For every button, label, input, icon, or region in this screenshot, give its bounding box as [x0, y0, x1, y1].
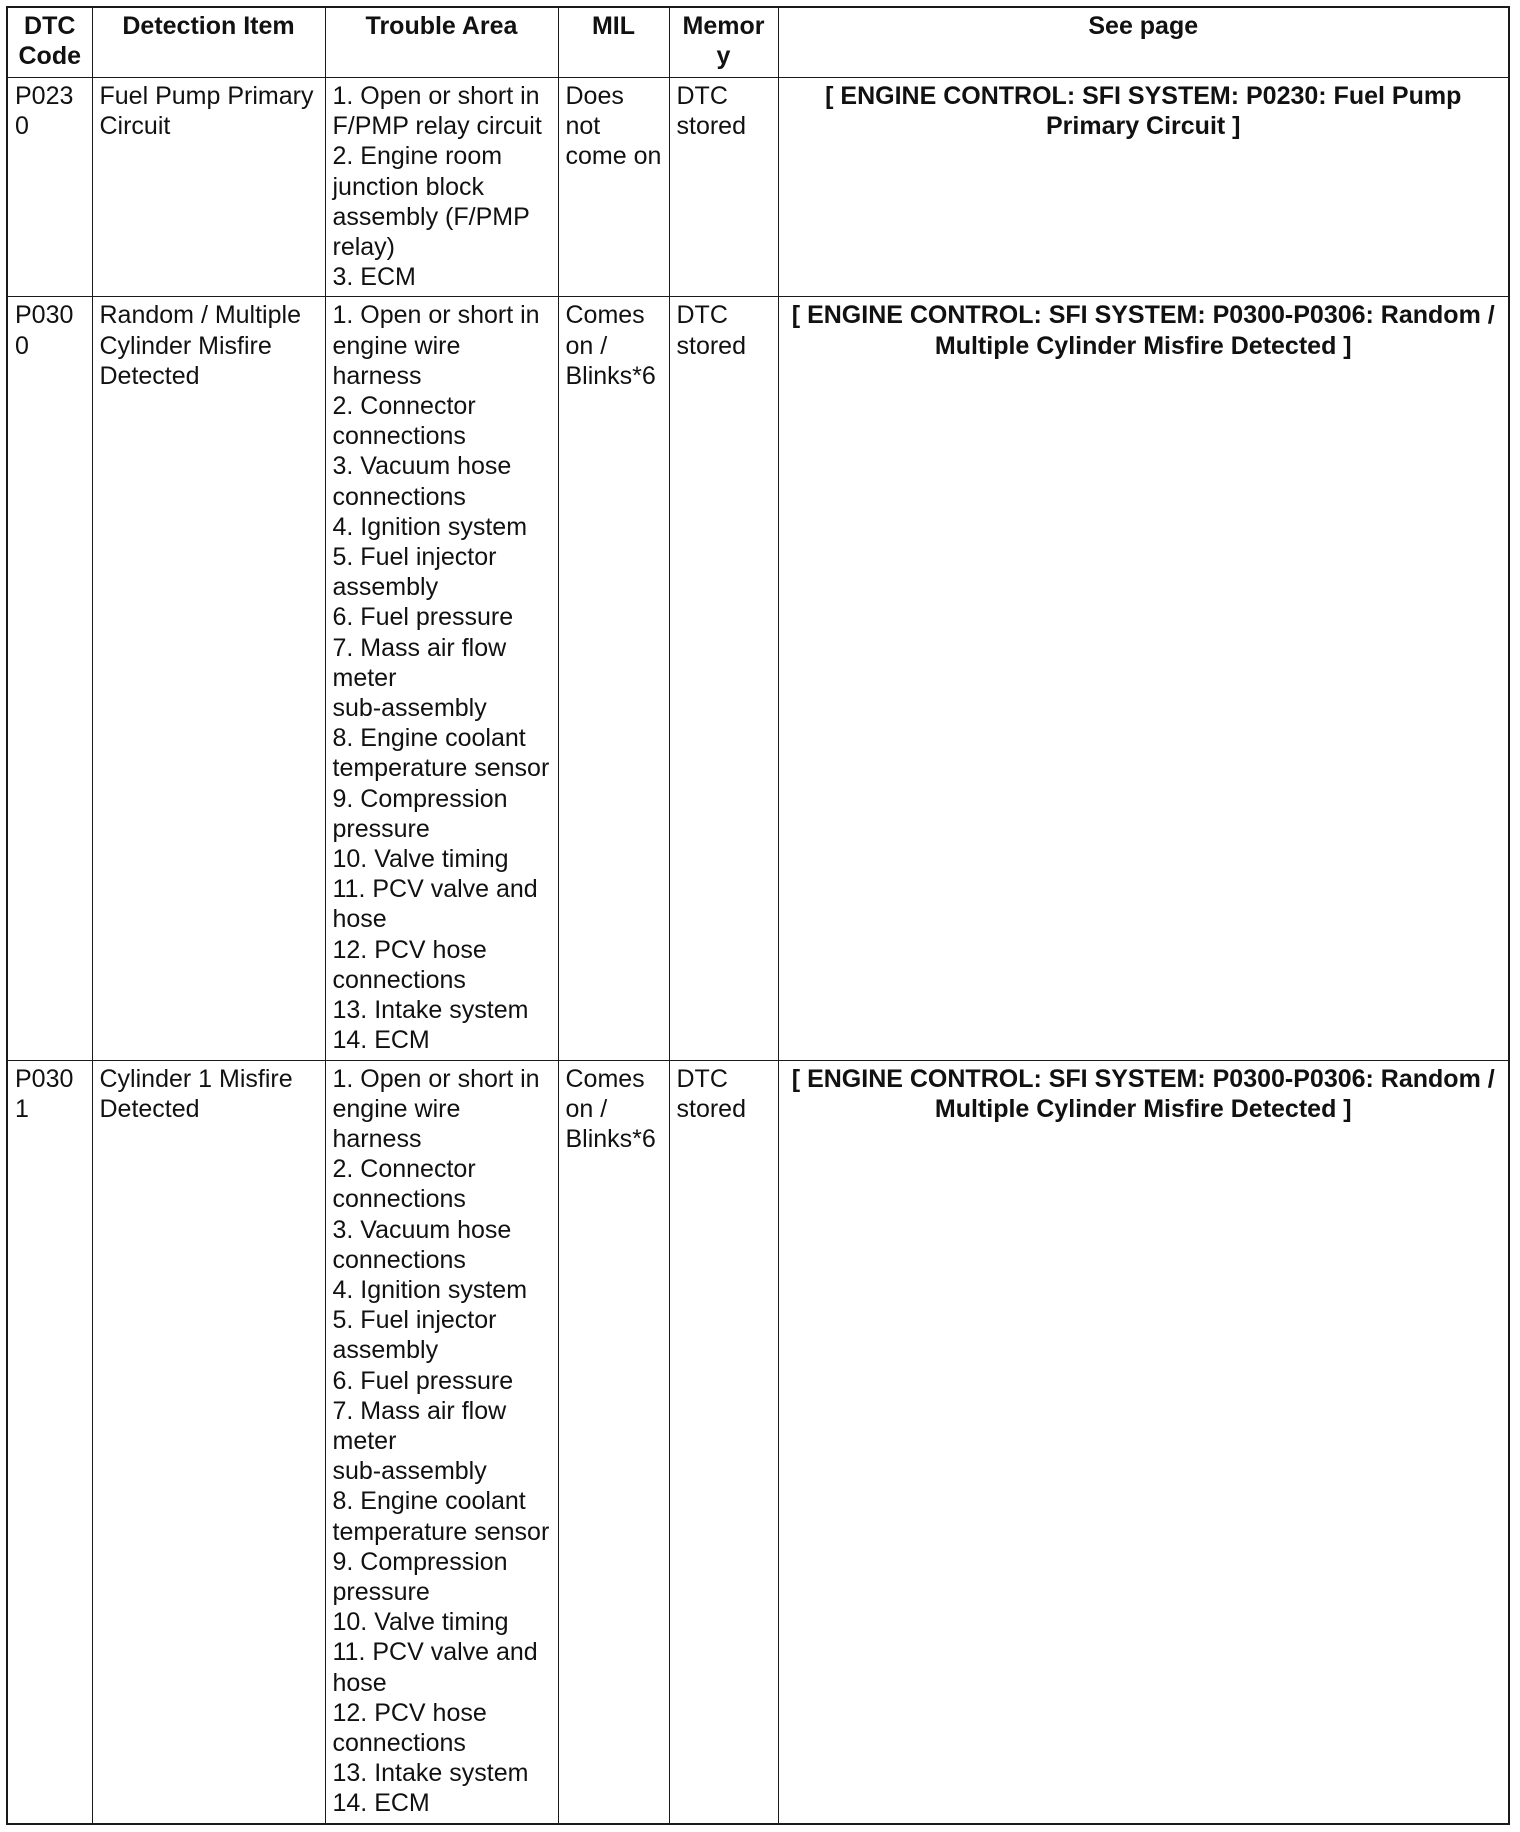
trouble-area-line: 8. Engine coolant: [332, 1487, 526, 1516]
header-memory: Memory: [669, 7, 778, 78]
trouble-area-line: 3. Vacuum hose: [332, 1215, 512, 1244]
trouble-area-line: engine wire: [332, 1094, 461, 1123]
trouble-area-line: 7. Mass air flow: [332, 633, 507, 662]
detection-item-cell: [92, 78, 325, 297]
mil-line: Blinks*6: [565, 1124, 656, 1153]
trouble-area-line: temperature sensor: [332, 754, 550, 783]
trouble-area-line: 1. Open or short in: [332, 1064, 540, 1093]
mil-line: Comes: [565, 301, 645, 330]
trouble-area-cell: [325, 1060, 558, 1824]
trouble-area-line: 8. Engine coolant: [332, 724, 526, 753]
detection-item-line: Circuit: [99, 112, 171, 141]
trouble-area-line: sub-assembly: [332, 1457, 487, 1486]
table-row: [7, 297, 1509, 1060]
see-page-link[interactable]: [778, 78, 1509, 297]
header-dtc-code: [7, 7, 92, 78]
detection-item-line: Detected: [99, 361, 200, 390]
dtc-table: [6, 6, 1510, 1825]
trouble-area-line: 3. Vacuum hose: [332, 452, 512, 481]
trouble-area-line: 14. ECM: [332, 1789, 430, 1818]
trouble-area-line: 12. PCV hose: [332, 935, 487, 964]
trouble-area-line: 1. Open or short in: [332, 301, 540, 330]
trouble-area-line: 10. Valve timing: [332, 1608, 509, 1637]
table-row: [7, 1060, 1509, 1824]
trouble-area-line: connections: [332, 1245, 466, 1274]
mil-line: not: [565, 112, 601, 141]
mil-line: Comes: [565, 1064, 645, 1093]
trouble-area-line: 9. Compression: [332, 1547, 508, 1576]
detection-item-line: Cylinder 1 Misfire: [99, 1064, 293, 1093]
trouble-area-line: connections: [332, 1185, 466, 1214]
trouble-area-cell: [325, 78, 558, 297]
trouble-area-line: meter: [332, 663, 397, 692]
see-page-line: [ ENGINE CONTROL: SFI SYSTEM: P0300-P0306: Random /: [791, 1064, 1495, 1093]
memory-line: DTC: [676, 82, 728, 110]
trouble-area-line: 9. Compression: [332, 784, 508, 813]
mil-cell: [558, 297, 669, 1060]
table-row: [7, 78, 1509, 297]
trouble-area-line: 7. Mass air flow: [332, 1396, 507, 1425]
trouble-area-line: connections: [332, 1728, 466, 1757]
header-see-page: See page: [778, 7, 1509, 78]
trouble-area-line: assembly: [332, 573, 439, 602]
trouble-area-line: F/PMP relay circuit: [332, 112, 542, 141]
trouble-area-line: 2. Connector: [332, 1155, 476, 1184]
trouble-area-line: 6. Fuel pressure: [332, 1366, 514, 1395]
see-page-line: Multiple Cylinder Misfire Detected ]: [934, 1094, 1352, 1123]
trouble-area-line: 6. Fuel pressure: [332, 603, 514, 632]
trouble-area-line: engine wire: [332, 331, 461, 360]
trouble-area-line: 4. Ignition system: [332, 512, 528, 541]
dtc-code-cell: P0301: [7, 1060, 92, 1824]
trouble-area-line: sub-assembly: [332, 694, 487, 723]
trouble-area-cell: [325, 297, 558, 1060]
table-header: [7, 7, 1509, 78]
detection-item-cell: [92, 1060, 325, 1824]
trouble-area-line: relay): [332, 233, 396, 262]
detection-item-line: Random / Multiple: [99, 301, 301, 330]
memory-line: DTC: [676, 1064, 728, 1093]
mil-line: on /: [565, 1094, 608, 1123]
see-page-line: [ ENGINE CONTROL: SFI SYSTEM: P0300-P0306: Random /: [791, 301, 1495, 330]
trouble-area-line: 5. Fuel injector: [332, 1306, 497, 1335]
trouble-area-line: pressure: [332, 1577, 430, 1606]
detection-item-line: Cylinder Misfire: [99, 331, 272, 360]
header-dtc-code-line1: DTC: [24, 12, 76, 40]
mil-line: Does: [565, 82, 624, 110]
trouble-area-line: 11. PCV valve and: [332, 1638, 538, 1667]
dtc-code-cell: P0230: [7, 78, 92, 297]
trouble-area-line: 13. Intake system: [332, 996, 529, 1025]
trouble-area-line: meter: [332, 1426, 397, 1455]
trouble-area-line: connections: [332, 482, 466, 511]
trouble-area-line: 13. Intake system: [332, 1759, 529, 1788]
detection-item-line: Fuel Pump Primary: [99, 82, 314, 110]
trouble-area-line: 3. ECM: [332, 263, 416, 292]
trouble-area-line: 5. Fuel injector: [332, 543, 497, 572]
trouble-area-line: pressure: [332, 814, 430, 843]
trouble-area-line: 2. Engine room: [332, 142, 503, 171]
mil-cell: [558, 78, 669, 297]
trouble-area-line: connections: [332, 965, 466, 994]
mil-line: Blinks*6: [565, 361, 656, 390]
memory-cell: [669, 78, 778, 297]
see-page-line: [ ENGINE CONTROL: SFI SYSTEM: P0230: Fuel Pump: [825, 82, 1462, 110]
detection-item-cell: [92, 297, 325, 1060]
header-dtc-code-line2: Code: [18, 42, 81, 71]
trouble-area-line: harness: [332, 361, 422, 390]
trouble-area-line: 14. ECM: [332, 1026, 430, 1055]
trouble-area-line: hose: [332, 1668, 387, 1697]
memory-line: DTC: [676, 301, 728, 330]
trouble-area-line: 4. Ignition system: [332, 1275, 528, 1304]
memory-line: stored: [676, 331, 746, 360]
see-page-link[interactable]: [778, 297, 1509, 1060]
memory-line: stored: [676, 1094, 746, 1123]
header-trouble-area: Trouble Area: [325, 7, 558, 78]
trouble-area-line: 12. PCV hose: [332, 1698, 487, 1727]
memory-cell: [669, 297, 778, 1060]
header-mil: MIL: [558, 7, 669, 78]
see-page-link[interactable]: [778, 1060, 1509, 1824]
mil-cell: [558, 1060, 669, 1824]
trouble-area-line: 1. Open or short in: [332, 82, 540, 110]
trouble-area-line: hose: [332, 905, 387, 934]
trouble-area-line: 10. Valve timing: [332, 845, 509, 874]
trouble-area-line: junction block: [332, 172, 484, 201]
detection-item-line: Detected: [99, 1094, 200, 1123]
trouble-area-line: 11. PCV valve and: [332, 875, 538, 904]
table-body: [7, 78, 1509, 1824]
trouble-area-line: assembly: [332, 1336, 439, 1365]
trouble-area-line: connections: [332, 422, 466, 451]
trouble-area-line: temperature sensor: [332, 1517, 550, 1546]
header-detection-item: Detection Item: [92, 7, 325, 78]
dtc-code-cell: P0300: [7, 297, 92, 1060]
memory-cell: [669, 1060, 778, 1824]
trouble-area-line: 2. Connector: [332, 392, 476, 421]
see-page-line: Primary Circuit ]: [1045, 112, 1241, 141]
trouble-area-line: assembly (F/PMP: [332, 202, 530, 231]
memory-line: stored: [676, 112, 746, 141]
header-row: [7, 7, 1509, 78]
trouble-area-line: harness: [332, 1124, 422, 1153]
mil-line: come on: [565, 142, 662, 171]
see-page-line: Multiple Cylinder Misfire Detected ]: [934, 331, 1352, 360]
mil-line: on /: [565, 331, 608, 360]
